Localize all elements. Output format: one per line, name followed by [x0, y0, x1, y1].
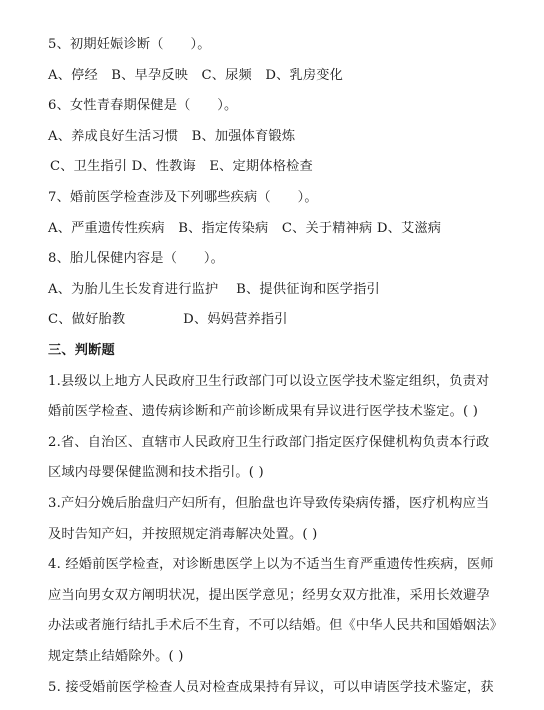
judgment-4-line-1: 4. 经婚前医学检查，对诊断患医学上以为不适当生育严重遗传性疾病，医师 [48, 557, 494, 573]
judgment-4-line-3: 办法或者施行结扎手术后不生育，不可以结婚。但《中华人民共和国婚姻法》 [48, 618, 504, 634]
section-heading: 三、判断题 [48, 343, 115, 358]
question-6: 6、女性青春期保健是（ ）。 [48, 98, 238, 114]
question-6-options-c: C、卫生指引 D、性教诲 E、定期体格检查 [50, 159, 313, 175]
judgment-2-line-2: 区域内母婴保健监测和技术指引。( ) [48, 465, 264, 481]
judgment-4-line-4: 规定禁止结婚除外。( ) [48, 649, 184, 664]
judgment-5-line-1: 5. 接受婚前医学检查人员对检查成果持有异议，可以申请医学技术鉴定，获 [48, 679, 494, 695]
question-8-options-a: A、为胎儿生长发育进行监护 B、提供征询和医学指引 [48, 281, 380, 297]
question-5-options: A、停经 B、早孕反映 C、尿频 D、乳房变化 [48, 67, 344, 83]
judgment-1-line-2: 婚前医学检查、遗传病诊断和产前诊断成果有异议进行医学技术鉴定。( ) [48, 404, 479, 420]
judgment-3-line-1: 3.产妇分娩后胎盘归产妇所有，但胎盘也许导致传染病传播，医疗机构应当 [48, 496, 490, 511]
question-7-options: A、严重遗传性疾病 B、指定传染病 C、关于精神病 D、艾滋病 [48, 220, 442, 236]
question-8: 8、胎儿保健内容是（ ）。 [48, 251, 225, 267]
question-7: 7、婚前医学检查涉及下列哪些疾病（ ）。 [48, 190, 318, 205]
question-8-options-c: C、做好胎教 D、妈妈营养指引 [48, 312, 288, 328]
question-5: 5、初期妊娠诊断（ ）。 [48, 37, 211, 52]
judgment-4-line-2: 应当向男女双方阐明状况，提出医学意见；经男女双方批准，采用长效避孕 [48, 587, 490, 603]
judgment-3-line-2: 及时告知产妇，并按照规定消毒解决处置。( ) [48, 526, 318, 542]
judgment-1-line-1: 1.县级以上地方人民政府卫生行政部门可以设立医学技术鉴定组织，负责对 [48, 373, 490, 389]
judgment-2-line-1: 2.省、自治区、直辖市人民政府卫生行政部门指定医疗保健机构负责本行政 [48, 434, 490, 450]
question-6-options-a: A、养成良好生活习惯 B、加强体育锻炼 [48, 128, 296, 144]
